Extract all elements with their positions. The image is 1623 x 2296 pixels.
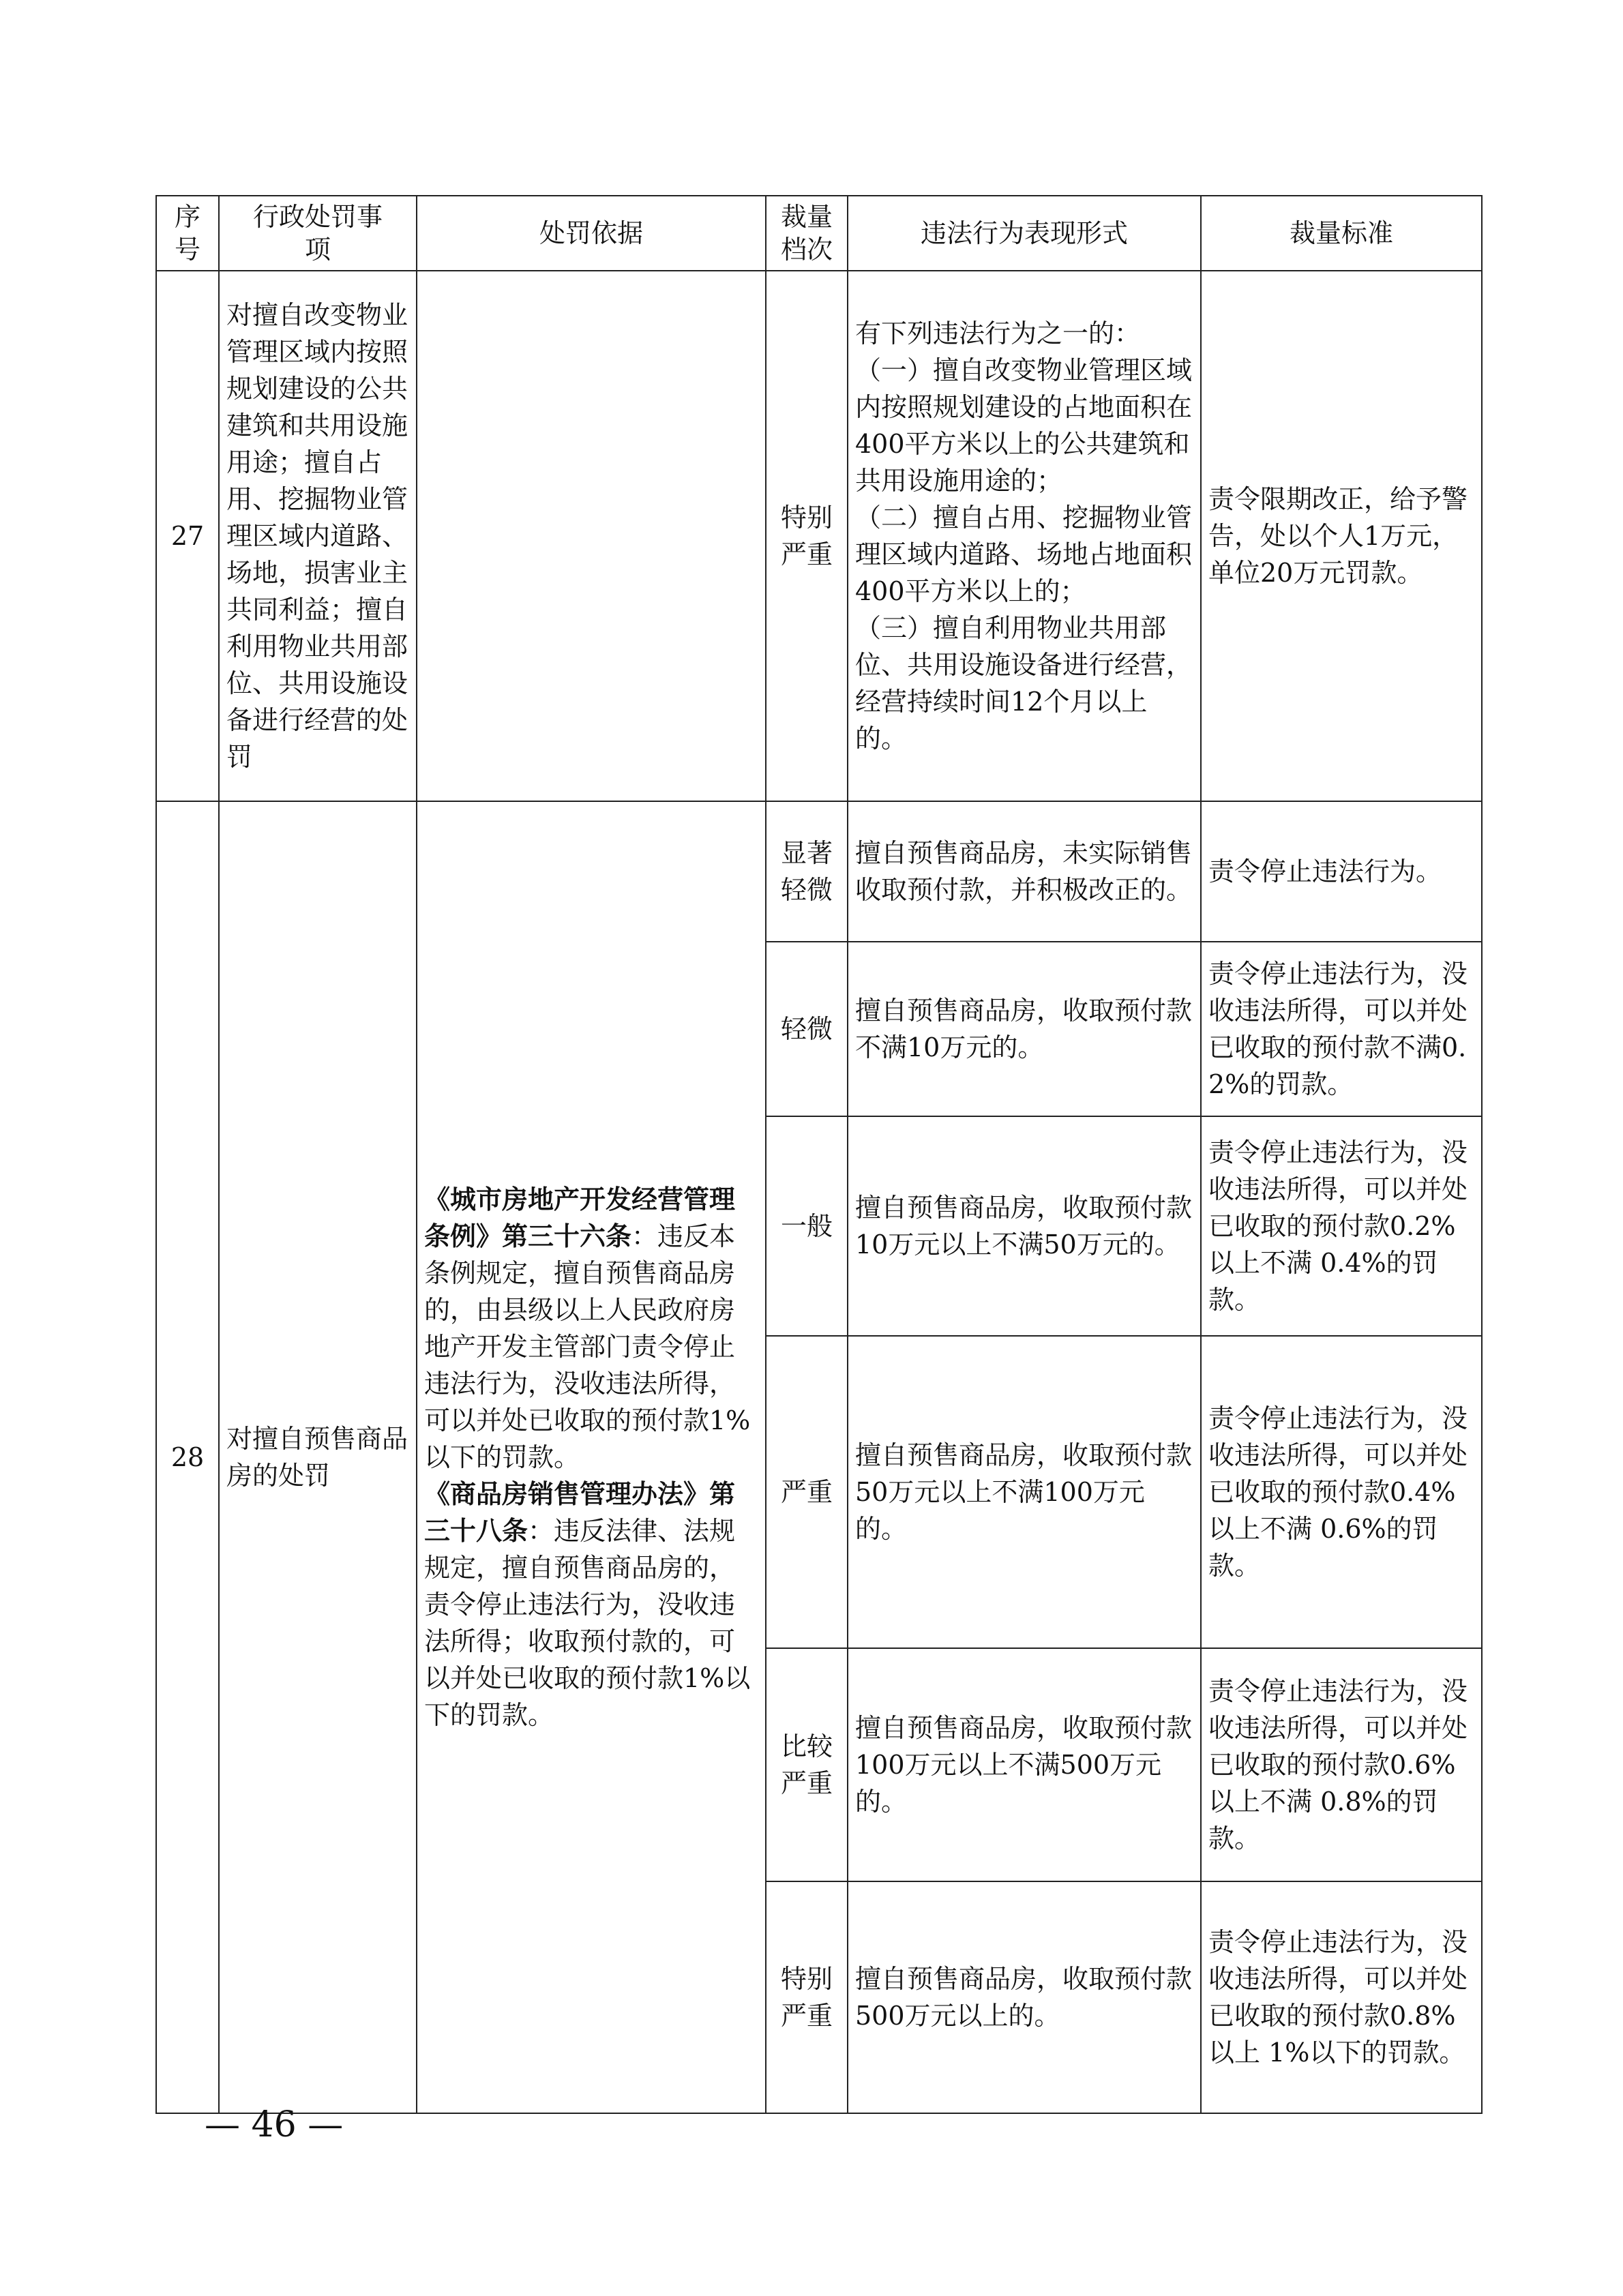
row28-standard: 责令停止违法行为，没收违法所得，可以并处已收取的预付款0.2%以上不满 0.4%的罚款。	[1201, 1116, 1482, 1336]
header-item: 行政处罚事项	[219, 196, 417, 271]
row28-level: 比较严重	[766, 1648, 848, 1881]
table-header-row	[156, 196, 1482, 271]
row28-standard: 责令停止违法行为，没收违法所得，可以并处已收取的预付款0.8%以上 1%以下的罚款。	[1201, 1881, 1482, 2113]
row28-basis	[417, 801, 766, 2113]
row27-behavior-line: （二）擅自占用、挖掘物业管理区域内道路、场地占地面积400平方米以上的；	[855, 503, 1193, 606]
penalty-table	[155, 195, 1483, 2114]
row28-basis-1-title: 《城市房地产开发经营管理条例》第三十六条	[424, 1184, 736, 1251]
page-number: — 46 —	[205, 2104, 344, 2145]
row27-behavior-line: （三）擅自利用物业共用部位、共用设施设备进行经营，经营持续时间12个月以上的。	[855, 613, 1193, 754]
header-standard: 裁量标准	[1201, 196, 1482, 271]
row27-no: 27	[156, 271, 219, 801]
header-behavior: 违法行为表现形式	[848, 196, 1201, 271]
row28-level: 严重	[766, 1336, 848, 1648]
row28-standard: 责令停止违法行为，没收违法所得，可以并处已收取的预付款不满0.2%的罚款。	[1201, 942, 1482, 1116]
row28-behavior: 擅自预售商品房，收取预付款50万元以上不满100万元的。	[848, 1336, 1201, 1648]
row28-no: 28	[156, 801, 219, 2113]
row27-item: 对擅自改变物业管理区域内按照规划建设的公共建筑和共用设施用途；擅自占用、挖掘物业管理区域内道路、场地，损害业主共同利益；擅自利用物业共用部位、共用设施设备进行经营的处罚	[219, 271, 417, 801]
row28-behavior: 擅自预售商品房，收取预付款100万元以上不满500万元的。	[848, 1648, 1201, 1881]
row28-behavior: 擅自预售商品房，收取预付款500万元以上的。	[848, 1881, 1201, 2113]
row27-standard: 责令限期改正，给予警告，处以个人1万元，单位20万元罚款。	[1201, 271, 1482, 801]
row28-item: 对擅自预售商品房的处罚	[219, 801, 417, 2113]
row28-basis-1-text: ：违反本条例规定，擅自预售商品房的，由县级以上人民政府房地产开发主管部门责令停止违法行为，没收违法所得，可以并处已收取的预付款1%以下的罚款。	[424, 1221, 751, 1472]
row28-level: 特别严重	[766, 1881, 848, 2113]
header-basis: 处罚依据	[417, 196, 766, 271]
row28-level: 轻微	[766, 942, 848, 1116]
row28-behavior: 擅自预售商品房，收取预付款10万元以上不满50万元的。	[848, 1116, 1201, 1336]
row27-basis	[417, 271, 766, 801]
row28-standard: 责令停止违法行为，没收违法所得，可以并处已收取的预付款0.4%以上不满 0.6%的罚款。	[1201, 1336, 1482, 1648]
row28-level: 一般	[766, 1116, 848, 1336]
row28-basis-2-text: ：违反法律、法规规定，擅自预售商品房的，责令停止违法行为，没收违法所得；收取预付款的，可以并处已收取的预付款1%以下的罚款。	[424, 1516, 751, 1730]
table-row	[156, 271, 1482, 801]
table-row	[156, 801, 1482, 942]
row27-behavior-line: 有下列违法行为之一的：	[855, 318, 1141, 348]
row28-behavior: 擅自预售商品房，收取预付款不满10万元的。	[848, 942, 1201, 1116]
header-level: 裁量档次	[766, 196, 848, 271]
row28-basis-2-title: 《商品房销售管理办法》第三十八条	[424, 1478, 736, 1546]
row27-level: 特别严重	[766, 271, 848, 801]
row28-standard: 责令停止违法行为。	[1201, 801, 1482, 942]
header-no: 序号	[156, 196, 219, 271]
row28-standard: 责令停止违法行为，没收违法所得，可以并处已收取的预付款0.6%以上不满 0.8%的罚款。	[1201, 1648, 1482, 1881]
row28-behavior: 擅自预售商品房，未实际销售收取预付款，并积极改正的。	[848, 801, 1201, 942]
row27-behavior	[848, 271, 1201, 801]
row28-level: 显著轻微	[766, 801, 848, 942]
row27-behavior-line: （一）擅自改变物业管理区域内按照规划建设的占地面积在400平方米以上的公共建筑和共用设施用途的；	[855, 355, 1193, 496]
